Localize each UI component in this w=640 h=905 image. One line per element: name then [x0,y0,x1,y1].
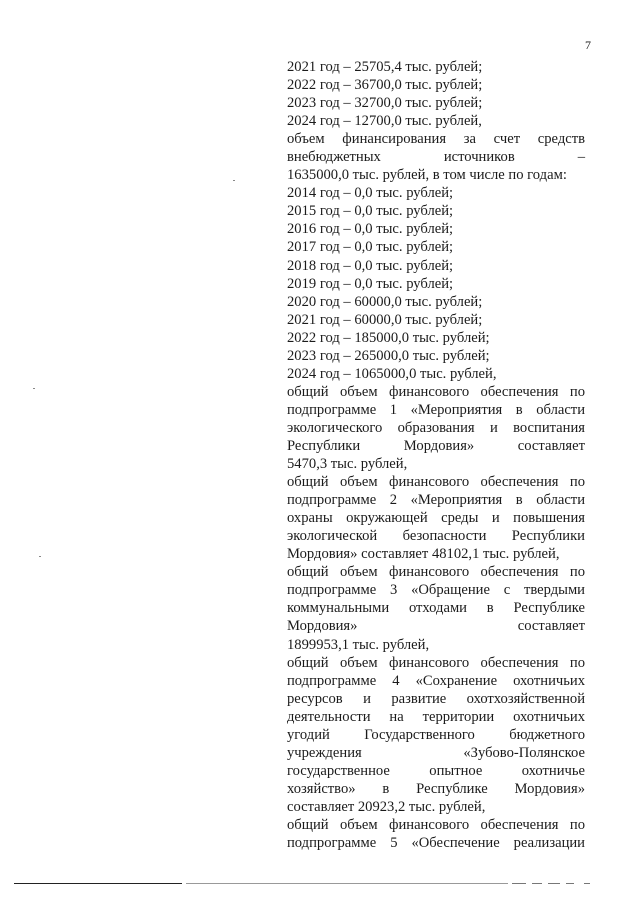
text-line: подпрограмме 5 «Обеспечение реализации [287,835,585,852]
text-line: общий объем финансового обеспечения по [287,654,585,671]
text-line: 2018 год – 0,0 тыс. рублей; [287,257,454,274]
text-line: 2023 год – 265000,0 тыс. рублей; [287,347,490,364]
text-line: 2017 год – 0,0 тыс. рублей; [287,239,454,256]
text-line: составляет 20923,2 тыс. рублей, [287,798,486,815]
text-line: 2022 год – 185000,0 тыс. рублей; [287,329,490,346]
text-line: угодий Государственного бюджетного [287,726,585,743]
text-line: 2014 год – 0,0 тыс. рублей; [287,185,454,202]
text-line: Республики Мордовия» составляет [287,437,585,454]
text-line: 1635000,0 тыс. рублей, в том числе по годам: [287,167,567,184]
text-line: подпрограмме 2 «Мероприятия в области [287,492,585,509]
text-line: экологической безопасности Республики [287,528,585,545]
text-line: государственное опытное охотничье [287,762,585,779]
body-text [287,58,585,852]
text-line: 2015 год – 0,0 тыс. рублей; [287,203,454,220]
text-line: экологического образования и воспитания [287,419,585,436]
footer-rule [532,883,542,884]
footer-rule [512,883,526,884]
text-line: общий объем финансового обеспечения по [287,383,585,400]
text-line: 2023 год – 32700,0 тыс. рублей; [287,95,483,112]
text-line: учреждения «Зубово-Полянское [287,744,585,761]
text-line: внебюджетных источников – [287,149,585,166]
text-line: 2021 год – 25705,4 тыс. рублей; [287,59,483,75]
text-line: 2019 год – 0,0 тыс. рублей; [287,275,454,292]
text-line: Мордовия» составляет 48102,1 тыс. рублей, [287,546,560,563]
page-number: 7 [585,38,591,52]
text-line: охраны окружающей среды и повышения [287,510,585,527]
text-line: 2024 год – 12700,0 тыс. рублей, [287,113,482,130]
text-line: 2022 год – 36700,0 тыс. рублей; [287,77,483,94]
text-line: 1899953,1 тыс. рублей, [287,636,430,653]
text-line: Мордовия» составляет [287,618,585,635]
text-line: общий объем финансового обеспечения по [287,564,585,581]
footer-rule [548,883,560,884]
text-line: объем финансирования за счет средств [287,131,585,148]
text-line: подпрограмме 4 «Сохранение охотничьих [287,672,585,689]
text-line: общий объем финансового обеспечения по [287,816,585,833]
footer-rule [186,883,508,884]
text-line: 2020 год – 60000,0 тыс. рублей; [287,293,483,310]
text-line: 2024 год – 1065000,0 тыс. рублей, [287,365,497,382]
text-line: 2016 год – 0,0 тыс. рублей; [287,221,454,238]
footer-rule [566,883,574,884]
footer-rule [14,883,182,884]
scan-speck [39,556,41,557]
scan-speck [233,180,235,181]
text-line: 5470,3 тыс. рублей, [287,456,408,473]
text-line: ресурсов и развитие охотхозяйственной [287,690,585,707]
text-line: коммунальными отходами в Республике [287,600,585,617]
text-line: подпрограмме 3 «Обращение с твердыми [287,582,585,599]
scan-speck [33,388,35,389]
text-line: 2021 год – 60000,0 тыс. рублей; [287,311,483,328]
text-line: деятельности на территории охотничьих [287,708,585,725]
text-line: подпрограмме 1 «Мероприятия в области [287,401,585,418]
footer-rule [584,883,590,884]
text-line: общий объем финансового обеспечения по [287,474,585,491]
text-line: хозяйство» в Республике Мордовия» [287,780,585,797]
